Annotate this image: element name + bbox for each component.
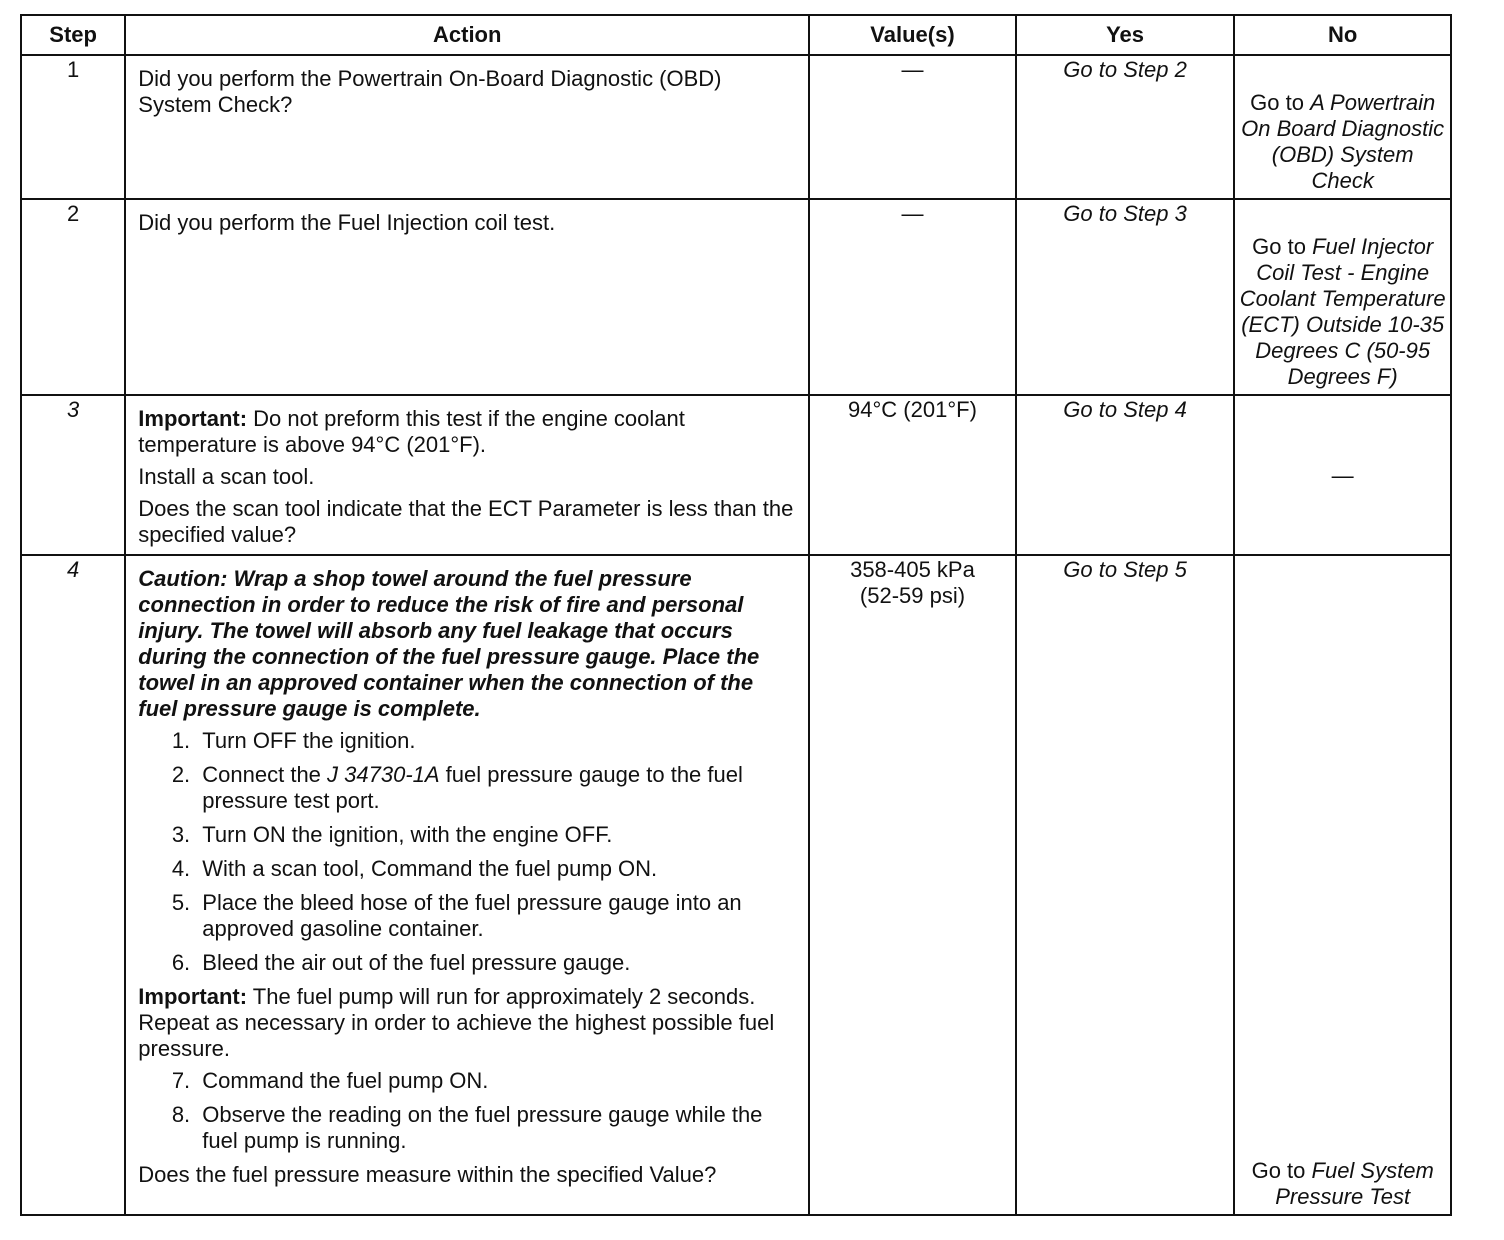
- important-text: Do not preform this test if the engine coolant temperature is above 94°C (201°F).: [138, 406, 685, 457]
- no-cell[interactable]: [1234, 55, 1451, 199]
- list-item: 4. With a scan tool, Command the fuel pump ON.: [196, 856, 798, 882]
- table-row: [21, 55, 1451, 199]
- no-cell: —: [1234, 395, 1451, 555]
- list-item-post: fuel pressure gauge to the fuel pressure test port.: [202, 762, 743, 813]
- table-row: [21, 199, 1451, 395]
- action-text: [125, 555, 809, 1215]
- table-row: [21, 395, 1451, 555]
- list-item-pre: Connect the: [202, 762, 328, 787]
- no-cell[interactable]: [1234, 555, 1451, 1215]
- step-number: 1: [21, 55, 125, 199]
- action-question: Does the fuel pressure measure within the specified Value?: [138, 1162, 717, 1187]
- yes-link[interactable]: Go to Step 4: [1016, 395, 1235, 555]
- action-text: [125, 199, 809, 395]
- list-item: 3. Turn ON the ignition, with the engine OFF.: [196, 822, 798, 848]
- no-link[interactable]: Fuel System Pressure Test: [1275, 1158, 1434, 1209]
- value-metric: 358-405 kPa: [850, 557, 975, 582]
- header-no: No: [1234, 15, 1451, 55]
- procedure-list: [138, 728, 798, 976]
- yes-link[interactable]: Go to Step 3: [1016, 199, 1235, 395]
- step-number: 2: [21, 199, 125, 395]
- list-item: 6. Bleed the air out of the fuel pressure gauge.: [196, 950, 798, 976]
- procedure-list: [138, 1068, 798, 1154]
- value-imperial: (52-59 psi): [859, 583, 966, 608]
- value-cell: [809, 555, 1016, 1215]
- yes-link[interactable]: Go to Step 2: [1016, 55, 1235, 199]
- important-label: Important:: [138, 984, 248, 1009]
- table-row: [21, 555, 1451, 1215]
- header-action: Action: [125, 15, 809, 55]
- diagnostic-table: [20, 14, 1452, 1216]
- important-note: [138, 984, 798, 1062]
- action-question: Does the scan tool indicate that the ECT Parameter is less than the specified value?: [138, 496, 794, 547]
- no-cell[interactable]: [1234, 199, 1451, 395]
- header-row: [21, 15, 1451, 55]
- step-number: 4: [21, 555, 125, 1215]
- value-cell: —: [809, 55, 1016, 199]
- list-item: 7. Command the fuel pump ON.: [196, 1068, 798, 1094]
- action-instruction: Install a scan tool.: [138, 464, 315, 489]
- list-item: 8. Observe the reading on the fuel pressure gauge while the fuel pump is running.: [196, 1102, 798, 1154]
- header-values: Value(s): [809, 15, 1016, 55]
- no-link[interactable]: Fuel Injector Coil Test - Engine Coolant Temperature (ECT) Outside 10-35 Degrees C (50-95 Degrees F): [1239, 234, 1446, 389]
- action-question: Did you perform the Fuel Injection coil test.: [138, 210, 556, 235]
- no-prefix: Go to: [1250, 90, 1304, 115]
- header-yes: Yes: [1016, 15, 1235, 55]
- list-item: 1. Turn OFF the ignition.: [196, 728, 798, 754]
- action-question: Did you perform the Powertrain On-Board Diagnostic (OBD) System Check?: [138, 66, 722, 117]
- list-item: 5. Place the bleed hose of the fuel pressure gauge into an approved gasoline container.: [196, 890, 798, 942]
- important-note: [138, 406, 798, 458]
- value-cell: —: [809, 199, 1016, 395]
- no-prefix: Go to: [1251, 1158, 1306, 1183]
- step-number: 3: [21, 395, 125, 555]
- action-text: [125, 55, 809, 199]
- value-cell: 94°C (201°F): [809, 395, 1016, 555]
- header-step: Step: [21, 15, 125, 55]
- tool-number: J 34730-1A: [327, 762, 440, 787]
- no-link[interactable]: A Powertrain On Board Diagnostic (OBD) System Check: [1241, 90, 1445, 193]
- yes-link[interactable]: Go to Step 5: [1016, 555, 1235, 1215]
- important-text: The fuel pump will run for approximately 2 seconds. Repeat as necessary in order to achieve the highest possible fuel pressure.: [138, 984, 775, 1061]
- action-text: [125, 395, 809, 555]
- caution-note: Caution: Wrap a shop towel around the fuel pressure connection in order to reduce the risk of fire and personal injury. The towel will absorb any fuel leakage that occurs during the connection of the fuel pressure gauge. Place the towel in an approved container when the connection of the fuel pressure gauge is complete.: [138, 566, 760, 721]
- list-item: [196, 762, 798, 814]
- important-label: Important:: [138, 406, 248, 431]
- no-prefix: Go to: [1252, 234, 1306, 259]
